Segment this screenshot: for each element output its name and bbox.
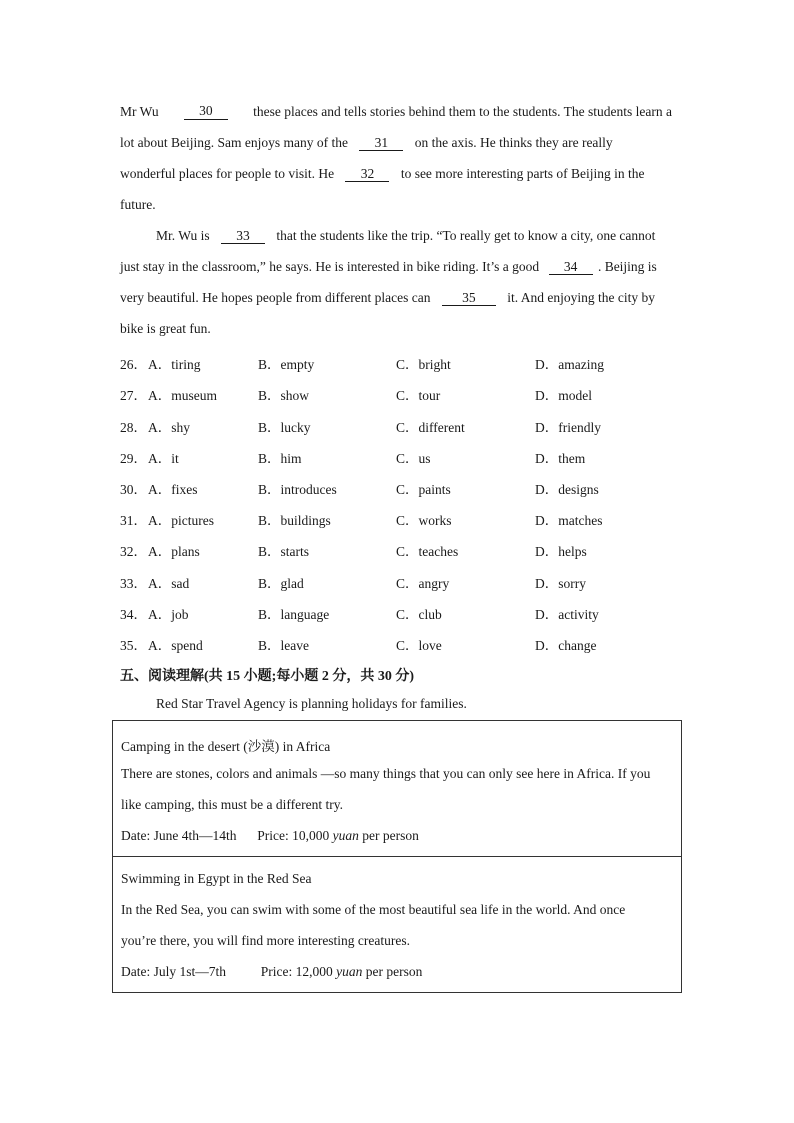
option-b: B．show <box>258 388 310 403</box>
passage-text: wonderful places for people to visit. He <box>120 166 335 181</box>
answer-blank: 33 <box>221 229 265 244</box>
row-price: Price: 12,000 <box>260 964 333 979</box>
question-number: 32． <box>120 544 147 559</box>
passage-line: future. <box>120 197 156 212</box>
passage-line <box>120 259 672 275</box>
option-b: B．glad <box>258 576 304 591</box>
option-a: A．museum <box>148 388 217 403</box>
passage-text: to see more interesting parts of Beijing in the <box>400 166 645 181</box>
option-c: C．angry <box>396 576 450 591</box>
question-number: 30． <box>120 482 147 497</box>
option-c: C．paints <box>396 482 451 497</box>
passage-line <box>120 135 672 151</box>
row-price-unit: yuan <box>332 828 359 843</box>
passage-text: on the axis. He thinks they are really <box>414 135 613 150</box>
passage-line <box>120 104 672 120</box>
question-row <box>120 540 680 558</box>
section-heading: 五、阅读理解(共 15 小题;每小题 2 分，共 30 分) <box>120 669 414 684</box>
passage-text: just stay in the classroom,” he says. He is interested in bike riding. It’s a good <box>120 259 540 274</box>
table-row-camping <box>113 721 681 857</box>
option-c: C．bright <box>396 357 451 372</box>
option-a: A．it <box>148 451 179 466</box>
answer-blank: 34 <box>549 260 593 275</box>
option-d: D．matches <box>535 513 603 528</box>
question-row <box>120 634 680 652</box>
option-d: D．activity <box>535 607 599 622</box>
question-number: 34． <box>120 607 147 622</box>
question-row <box>120 353 680 371</box>
option-b: B．buildings <box>258 513 331 528</box>
section-intro: Red Star Travel Agency is planning holidays for families. <box>156 696 467 711</box>
row-date-price <box>121 964 422 980</box>
option-a: A．job <box>148 607 189 622</box>
row-price-suffix: per person <box>362 828 419 843</box>
answer-blank: 32 <box>345 167 389 182</box>
question-number: 28． <box>120 420 147 435</box>
passage-text: Mr Wu <box>120 104 159 119</box>
passage-text: it. And enjoying the city by <box>507 290 655 305</box>
option-d: D．amazing <box>535 357 604 372</box>
row-price-unit: yuan <box>336 964 363 979</box>
option-c: C．teaches <box>396 544 459 559</box>
option-d: D．helps <box>535 544 587 559</box>
option-b: B．leave <box>258 638 309 653</box>
question-number: 27． <box>120 388 147 403</box>
option-a: A．sad <box>148 576 190 591</box>
question-number: 26． <box>120 357 147 372</box>
option-b: B．him <box>258 451 302 466</box>
option-b: B．language <box>258 607 330 622</box>
passage-line <box>120 290 672 306</box>
row-date: Date: June 4th—14th <box>121 828 237 843</box>
question-row <box>120 572 680 590</box>
question-row <box>120 478 680 496</box>
row-date-price <box>121 828 419 844</box>
option-a: A．spend <box>148 638 203 653</box>
option-c: C．different <box>396 420 465 435</box>
option-b: B．starts <box>258 544 310 559</box>
row-text <box>121 766 669 782</box>
option-a: A．pictures <box>148 513 214 528</box>
question-row <box>120 603 680 621</box>
passage-line <box>120 166 672 182</box>
option-d: D．them <box>535 451 586 466</box>
passage-text: that the students like the trip. “To really get to know a city, one cannot <box>276 228 656 243</box>
passage-text: Mr. Wu is <box>156 228 210 243</box>
option-d: D．designs <box>535 482 599 497</box>
answer-blank: 35 <box>442 291 496 306</box>
row-title: Camping in the desert (沙漠) in Africa <box>121 739 331 754</box>
travel-table <box>112 720 682 993</box>
option-b: B．introduces <box>258 482 337 497</box>
passage-line: bike is great fun. <box>120 321 211 336</box>
row-text-line: like camping, this must be a different try. <box>121 797 343 812</box>
row-title: Swimming in Egypt in the Red Sea <box>121 871 312 886</box>
question-row <box>120 509 680 527</box>
row-text-line: you’re there, you will find more interesting creatures. <box>121 933 411 948</box>
row-text-line: In the Red Sea, you can swim with some of the most beautiful sea life in the world. And once <box>121 902 626 917</box>
table-row-swimming <box>113 857 681 992</box>
option-c: C．club <box>396 607 442 622</box>
question-row <box>120 416 680 434</box>
option-a: A．tiring <box>148 357 201 372</box>
option-a: A．plans <box>148 544 200 559</box>
option-a: A．fixes <box>148 482 198 497</box>
row-price: Price: 10,000 <box>257 828 330 843</box>
option-c: C．us <box>396 451 431 466</box>
passage-text: these places and tells stories behind them to the students. The students learn a <box>253 104 672 119</box>
question-number: 33． <box>120 576 147 591</box>
answer-blank: 31 <box>359 136 403 151</box>
option-b: B．lucky <box>258 420 311 435</box>
row-date: Date: July 1st—7th <box>121 964 226 979</box>
option-d: D．model <box>535 388 592 403</box>
option-d: D．sorry <box>535 576 586 591</box>
passage-text: very beautiful. He hopes people from different places can <box>120 290 431 305</box>
question-number: 35． <box>120 638 147 653</box>
option-b: B．empty <box>258 357 315 372</box>
option-d: D．change <box>535 638 597 653</box>
question-number: 31． <box>120 513 147 528</box>
option-d: D．friendly <box>535 420 601 435</box>
question-row <box>120 384 680 402</box>
passage-text: . Beijing is <box>597 259 657 274</box>
question-number: 29． <box>120 451 147 466</box>
row-price-suffix: per person <box>365 964 423 979</box>
question-row <box>120 447 680 465</box>
option-a: A．shy <box>148 420 191 435</box>
option-c: C．works <box>396 513 452 528</box>
answer-blank: 30 <box>184 104 228 120</box>
passage-text: lot about Beijing. Sam enjoys many of the <box>120 135 348 150</box>
option-c: C．tour <box>396 388 441 403</box>
row-text-line: There are stones, colors and animals —so many things that you can only see here in Africa. If you <box>121 766 651 781</box>
option-c: C．love <box>396 638 442 653</box>
passage-line <box>156 228 655 244</box>
